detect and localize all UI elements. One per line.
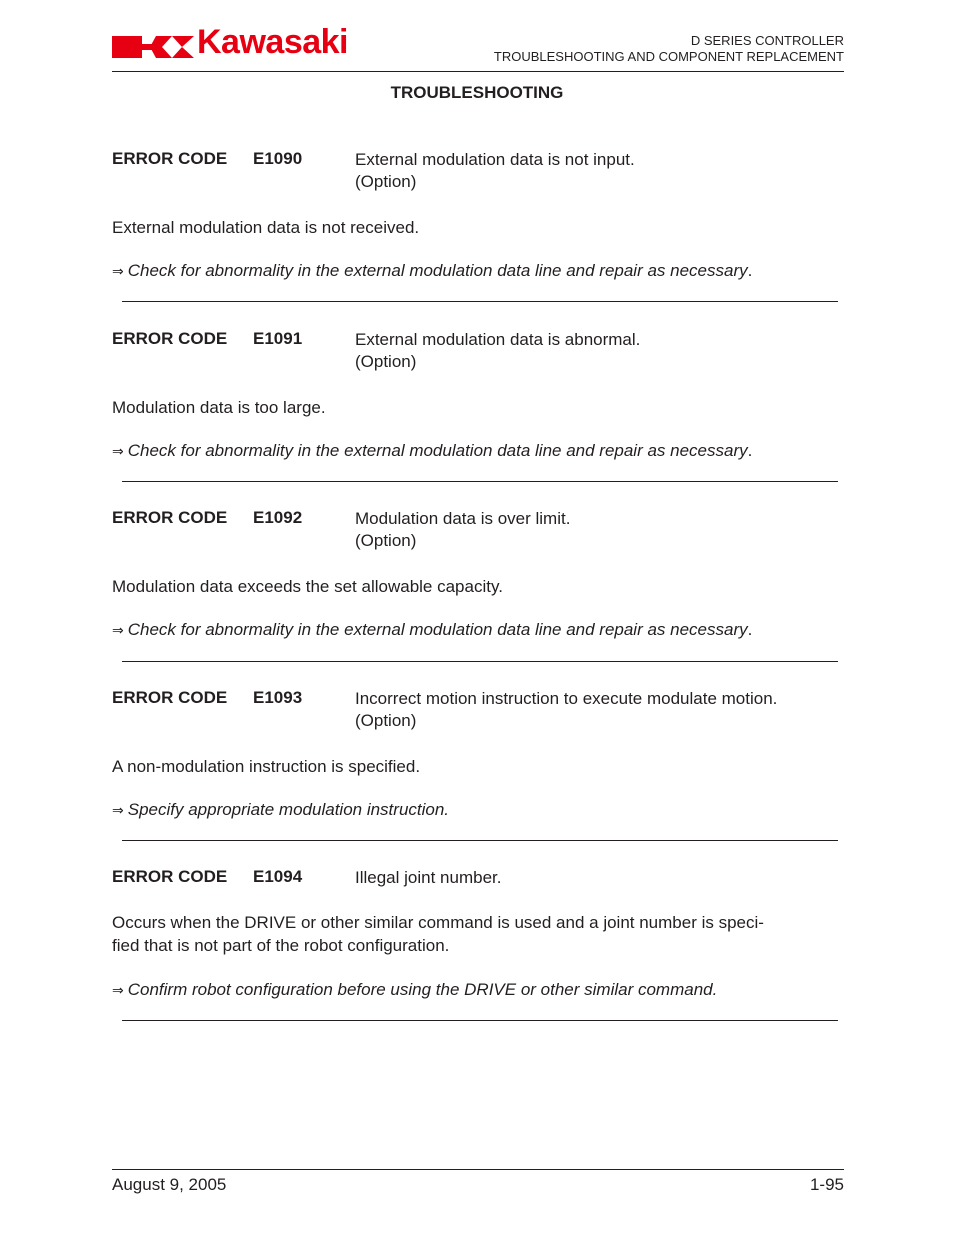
document-header — [494, 33, 844, 65]
section-separator — [122, 661, 838, 662]
remedy-period: . — [747, 620, 753, 639]
error-code-label: ERROR CODE — [112, 508, 228, 527]
error-code-label: ERROR CODE — [112, 149, 228, 168]
brand-wordmark: Kawasaki — [197, 23, 348, 61]
remedy-text: Check for abnormality in the external modulation data line and repair as necessary — [127, 261, 748, 280]
arrow-icon: ⇒ — [112, 623, 124, 639]
error-remedy — [112, 620, 752, 640]
error-cause: Modulation data is too large. — [112, 398, 326, 417]
remedy-text: Specify appropriate modulation instruction. — [127, 800, 450, 819]
error-description — [355, 149, 635, 193]
error-description — [355, 688, 777, 732]
chapter-title: TROUBLESHOOTING AND COMPONENT REPLACEMENT — [493, 49, 844, 64]
error-code-number: E1091 — [253, 329, 303, 348]
error-remedy — [112, 980, 717, 1000]
error-cause: External modulation data is not received. — [112, 218, 420, 237]
error-remedy — [112, 800, 449, 820]
error-option: (Option) — [355, 352, 417, 371]
section-title: TROUBLESHOOTING — [390, 83, 564, 102]
error-cause — [112, 911, 842, 957]
error-code-number: E1092 — [253, 508, 303, 527]
arrow-icon: ⇒ — [112, 444, 124, 460]
error-code-label: ERROR CODE — [112, 329, 228, 348]
remedy-text: Check for abnormality in the external modulation data line and repair as necessary — [127, 620, 748, 639]
footer-divider — [112, 1169, 844, 1170]
error-code-number: E1090 — [253, 149, 303, 168]
remedy-text: Confirm robot configuration before using the DRIVE or other similar command. — [127, 980, 718, 999]
error-title: External modulation data is abnormal. — [355, 330, 641, 349]
remedy-period: . — [747, 261, 753, 280]
error-remedy — [112, 261, 752, 281]
cause-line: fied that is not part of the robot configuration. — [112, 936, 450, 955]
section-separator — [122, 1020, 838, 1021]
error-description — [355, 329, 640, 373]
error-code-number: E1093 — [253, 688, 303, 707]
error-description — [355, 867, 501, 889]
header-divider — [112, 71, 844, 72]
page-number: 1-95 — [809, 1175, 844, 1194]
arrow-icon: ⇒ — [112, 264, 124, 280]
section-separator — [122, 481, 838, 482]
section-separator — [122, 840, 838, 841]
remedy-text: Check for abnormality in the external modulation data line and repair as necessary — [127, 441, 748, 460]
cause-line: Occurs when the DRIVE or other similar command is used and a joint number is speci- — [112, 913, 764, 932]
arrow-icon: ⇒ — [112, 983, 124, 999]
error-option: (Option) — [355, 711, 417, 730]
error-title: External modulation data is not input. — [355, 150, 635, 169]
error-title: Modulation data is over limit. — [355, 509, 571, 528]
error-description — [355, 508, 570, 552]
section-separator — [122, 301, 838, 302]
error-title: Incorrect motion instruction to execute modulate motion. — [355, 689, 778, 708]
error-cause: A non-modulation instruction is specified. — [112, 757, 421, 776]
error-code-number: E1094 — [253, 867, 303, 886]
error-option: (Option) — [355, 172, 417, 191]
error-code-label: ERROR CODE — [112, 867, 228, 886]
footer-date: August 9, 2005 — [112, 1175, 227, 1194]
remedy-period: . — [747, 441, 753, 460]
series-title: D SERIES CONTROLLER — [690, 33, 844, 48]
error-option: (Option) — [355, 531, 417, 550]
arrow-icon: ⇒ — [112, 803, 124, 819]
error-cause: Modulation data exceeds the set allowable capacity. — [112, 577, 503, 596]
error-title: Illegal joint number. — [355, 868, 502, 887]
error-code-label: ERROR CODE — [112, 688, 228, 707]
error-remedy — [112, 441, 752, 461]
